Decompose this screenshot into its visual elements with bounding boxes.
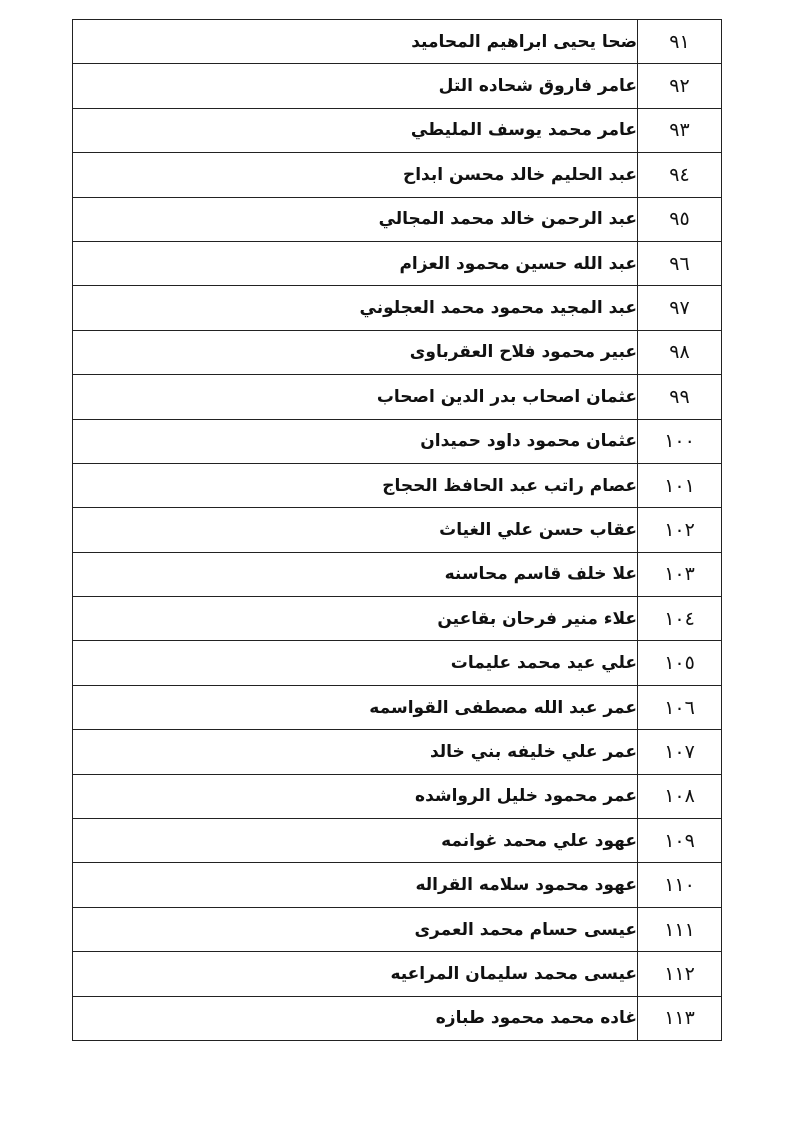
- person-name: علا خلف قاسم محاسنه: [73, 552, 638, 596]
- table-row: [73, 64, 722, 108]
- person-name: عهود محمود سلامه القراله: [73, 863, 638, 907]
- person-name: عهود علي محمد غوانمه: [73, 819, 638, 863]
- person-name: عثمان محمود داود حميدان: [73, 419, 638, 463]
- person-name: عيسى حسام محمد العمرى: [73, 907, 638, 951]
- person-name: عمر علي خليفه بني خالد: [73, 730, 638, 774]
- row-number: ١٠٦: [638, 685, 722, 729]
- table-row: [73, 730, 722, 774]
- person-name: عصام راتب عبد الحافظ الحجاج: [73, 463, 638, 507]
- row-number: ٩٤: [638, 153, 722, 197]
- table-row: [73, 330, 722, 374]
- row-number: ٩٢: [638, 64, 722, 108]
- row-number: ١١٢: [638, 952, 722, 996]
- row-number: ٩٨: [638, 330, 722, 374]
- row-number: ١٠٨: [638, 774, 722, 818]
- row-number: ١٠٣: [638, 552, 722, 596]
- row-number: ٩٦: [638, 241, 722, 285]
- row-number: ٩١: [638, 20, 722, 64]
- table-row: [73, 641, 722, 685]
- person-name: عبد المجيد محمود محمد العجلوني: [73, 286, 638, 330]
- table-row: [73, 952, 722, 996]
- row-number: ١٠٩: [638, 819, 722, 863]
- person-name: عامر محمد يوسف المليطي: [73, 108, 638, 152]
- person-name: ضحا يحيى ابراهيم المحاميد: [73, 20, 638, 64]
- table-row: [73, 863, 722, 907]
- table-row: [73, 20, 722, 64]
- person-name: عبد الله حسين محمود العزام: [73, 241, 638, 285]
- person-name: عمر محمود خليل الرواشده: [73, 774, 638, 818]
- row-number: ١٠٥: [638, 641, 722, 685]
- row-number: ٩٧: [638, 286, 722, 330]
- table-row: [73, 508, 722, 552]
- person-name: عبد الرحمن خالد محمد المجالي: [73, 197, 638, 241]
- row-number: ٩٥: [638, 197, 722, 241]
- person-name: عبير محمود فلاح العقرباوى: [73, 330, 638, 374]
- table-row: [73, 907, 722, 951]
- table-row: [73, 286, 722, 330]
- table-row: [73, 463, 722, 507]
- person-name: عقاب حسن علي الغياث: [73, 508, 638, 552]
- row-number: ١٠١: [638, 463, 722, 507]
- table-row: [73, 597, 722, 641]
- table-row: [73, 197, 722, 241]
- person-name: عيسى محمد سليمان المراعيه: [73, 952, 638, 996]
- row-number: ١٠٤: [638, 597, 722, 641]
- row-number: ١١٣: [638, 996, 722, 1040]
- table-row: [73, 819, 722, 863]
- person-name: عامر فاروق شحاده التل: [73, 64, 638, 108]
- person-name: عثمان اصحاب بدر الدين اصحاب: [73, 375, 638, 419]
- table-row: [73, 996, 722, 1040]
- person-name: علي عيد محمد عليمات: [73, 641, 638, 685]
- person-name: عبد الحليم خالد محسن ابداح: [73, 153, 638, 197]
- row-number: ٩٣: [638, 108, 722, 152]
- row-number: ١٠٢: [638, 508, 722, 552]
- names-table: [72, 19, 722, 1041]
- table-row: [73, 153, 722, 197]
- table-row: [73, 108, 722, 152]
- table-row: [73, 685, 722, 729]
- table-row: [73, 419, 722, 463]
- table-row: [73, 241, 722, 285]
- table-row: [73, 552, 722, 596]
- names-table-body: [73, 20, 722, 1041]
- row-number: ١١٠: [638, 863, 722, 907]
- row-number: ٩٩: [638, 375, 722, 419]
- row-number: ١٠٧: [638, 730, 722, 774]
- person-name: عمر عبد الله مصطفى القواسمه: [73, 685, 638, 729]
- person-name: علاء منير فرحان بقاعين: [73, 597, 638, 641]
- document-page: [72, 19, 722, 1041]
- table-row: [73, 774, 722, 818]
- person-name: غاده محمد محمود طبازه: [73, 996, 638, 1040]
- row-number: ١١١: [638, 907, 722, 951]
- table-row: [73, 375, 722, 419]
- row-number: ١٠٠: [638, 419, 722, 463]
